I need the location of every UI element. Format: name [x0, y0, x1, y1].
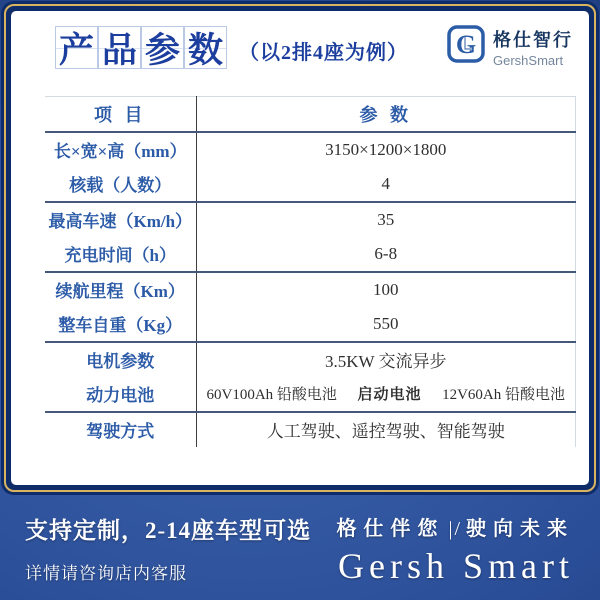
table-row: 核载（人数） 4	[45, 167, 576, 202]
tagline-right: 驶向未来	[466, 518, 574, 540]
title-char-box: 参	[141, 26, 184, 69]
footer-brand-en: Gersh Smart	[338, 546, 574, 586]
table-row: 驾驶方式 人工驾驶、遥控驾驶、智能驾驶	[45, 412, 576, 447]
table-row-battery: 动力电池 60V100Ah 铅酸电池 启动电池 12V60Ah 铅酸电池	[45, 377, 576, 412]
logo-brand-cn: 格仕智行	[493, 29, 573, 50]
footer-contact-text: 详情请咨询店内客服	[25, 564, 187, 583]
brand-logo	[446, 24, 573, 69]
title-char-box: 品	[98, 26, 141, 69]
spec-panel	[1, 1, 599, 495]
table-row: 整车自重（Kg） 550	[45, 307, 576, 342]
table-row: 充电时间（h） 6-8	[45, 237, 576, 272]
tagline-separator: |/	[448, 518, 462, 540]
svg-text:G: G	[455, 30, 477, 59]
header-item: 项 目	[45, 97, 196, 132]
battery-main: 60V100Ah 铅酸电池	[206, 387, 337, 403]
battery-starter: 启动电池	[357, 387, 422, 403]
table-header-row	[45, 97, 576, 132]
gold-frame	[4, 4, 596, 492]
footer-tagline	[336, 512, 574, 541]
table-row: 最高车速（Km/h） 35	[45, 202, 576, 237]
table-row: 电机参数 3.5KW 交流异步	[45, 342, 576, 377]
battery-aux: 12V60Ah 铅酸电池	[442, 387, 565, 403]
footer	[0, 498, 600, 600]
table-row: 续航里程（Km） 100	[45, 272, 576, 307]
logo-brand-en: GershSmart	[493, 52, 564, 68]
tagline-left: 格仕伴您	[336, 518, 445, 540]
header-param: 参 数	[196, 97, 576, 132]
panel-inner	[11, 11, 589, 485]
title-suffix: （以2排4座为例）	[239, 42, 408, 64]
title-char-box: 数	[184, 26, 227, 69]
footer-customize-text: 支持定制，2-14座车型可选	[25, 518, 312, 543]
g-monogram-icon	[446, 24, 486, 69]
title-char-box: 产	[55, 26, 98, 69]
table-row: 长×宽×高（mm） 3150×1200×1800	[45, 132, 576, 167]
spec-table	[45, 96, 576, 447]
